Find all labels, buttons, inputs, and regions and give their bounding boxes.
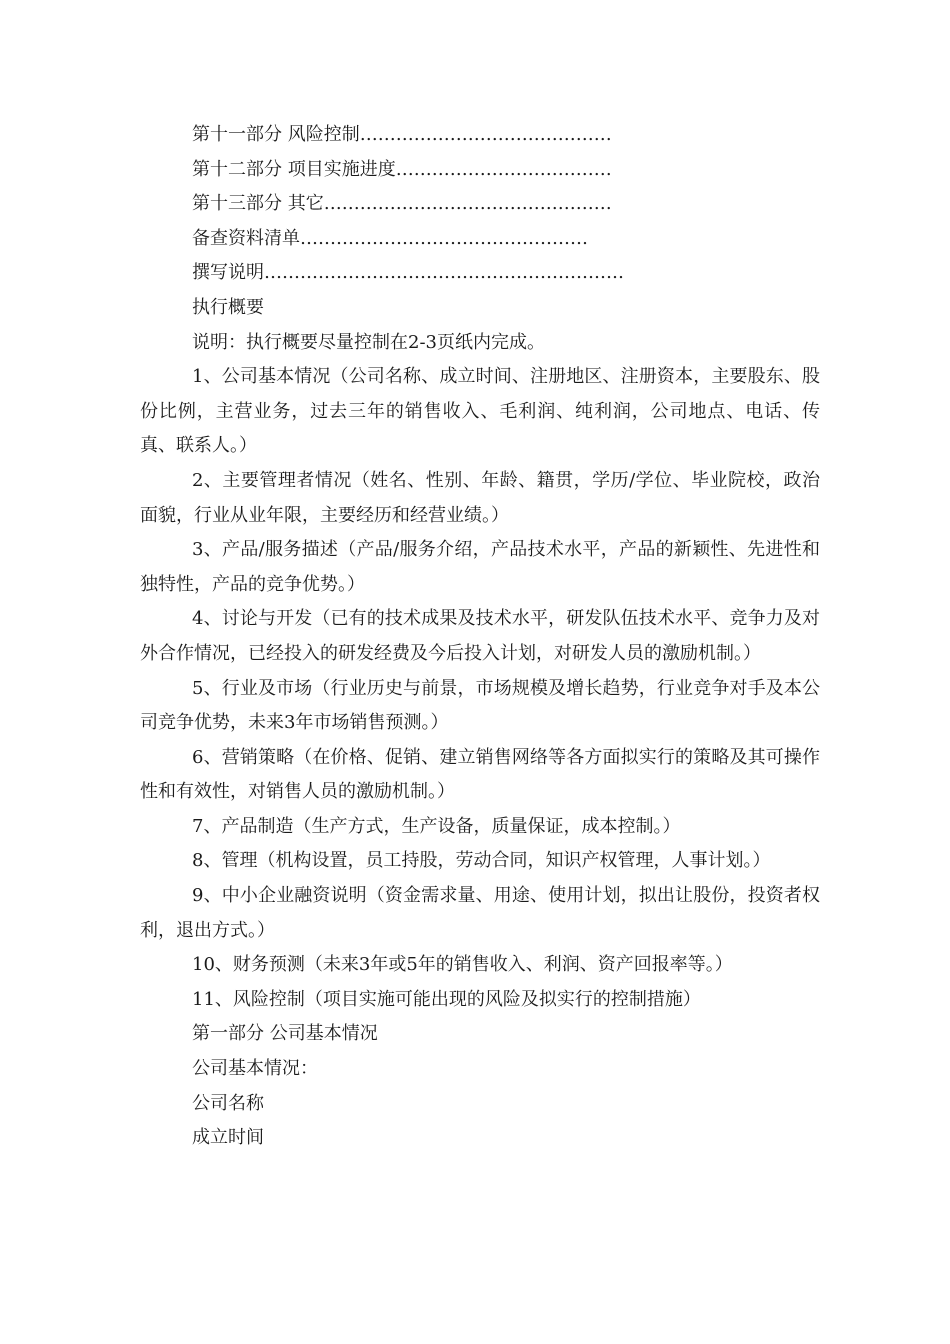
- summary-item-manufacturing: 7、产品制造（生产方式，生产设备，质量保证，成本控制。）: [192, 815, 681, 837]
- part-one-subheading: 公司基本情况：: [192, 1058, 318, 1080]
- summary-item-product: 3、产品/服务描述（产品/服务介绍，产品技术水平，产品的新颖性、先进性和独特性，产品的竞争优势。）: [140, 539, 820, 595]
- summary-item-financing: 9、中小企业融资说明（资金需求量、用途、使用计划，拟出让股份，投资者权利，退出方式。）: [140, 885, 820, 941]
- summary-item-management-structure: 8、管理（机构设置，员工持股，劳动合同，知识产权管理，人事计划。）: [192, 850, 771, 872]
- summary-item-company-info: 1、公司基本情况（公司名称、成立时间、注册地区、注册资本，主要股东、股份比例，主营业务，过去三年的销售收入、毛利润、纯利润，公司地点、电话、传真、联系人。）: [140, 366, 820, 457]
- summary-item-financial-forecast: 10、财务预测（未来3年或5年的销售收入、利润、资产回报率等。）: [192, 954, 733, 976]
- summary-note: 说明：执行概要尽量控制在2-3页纸内完成。: [192, 331, 545, 353]
- field-founded-date: 成立时间: [192, 1127, 264, 1149]
- toc-entry-part-12: 第十二部分 项目实施进度………………………………: [192, 158, 612, 180]
- summary-item-market: 5、行业及市场（行业历史与前景，市场规模及增长趋势，行业竞争对手及本公司竞争优势，未来3年市场销售预测。）: [140, 677, 820, 734]
- document-body: [140, 118, 820, 1156]
- summary-item-marketing: 6、营销策略（在价格、促销、建立销售网络等各方面拟实行的策略及其可操作性和有效性，对销售人员的激励机制。）: [140, 746, 820, 803]
- summary-heading: 执行概要: [192, 296, 264, 318]
- summary-item-management: 2、主要管理者情况（姓名、性别、年龄、籍贯，学历/学位、毕业院校，政治面貌，行业从业年限，主要经历和经营业绩。）: [140, 469, 820, 526]
- toc-entry-part-13: 第十三部分 其它…………………………………………: [192, 193, 612, 215]
- summary-item-rnd: 4、讨论与开发（已有的技术成果及技术水平，研发队伍技术水平、竞争力及对外合作情况，已经投入的研发经费及今后投入计划，对研发人员的激励机制。）: [140, 608, 820, 664]
- toc-entry-part-11: 第十一部分 风险控制……………………………………: [192, 124, 612, 145]
- summary-item-risk-control: 11、风险控制（项目实施可能出现的风险及拟实行的控制措施）: [192, 988, 701, 1010]
- part-one-heading: 第一部分 公司基本情况: [192, 1023, 378, 1045]
- field-company-name: 公司名称: [192, 1092, 264, 1114]
- toc-entry-writing-notes: 撰写说明……………………………………………………: [192, 262, 624, 284]
- toc-entry-reference-list: 备查资料清单…………………………………………: [192, 227, 588, 249]
